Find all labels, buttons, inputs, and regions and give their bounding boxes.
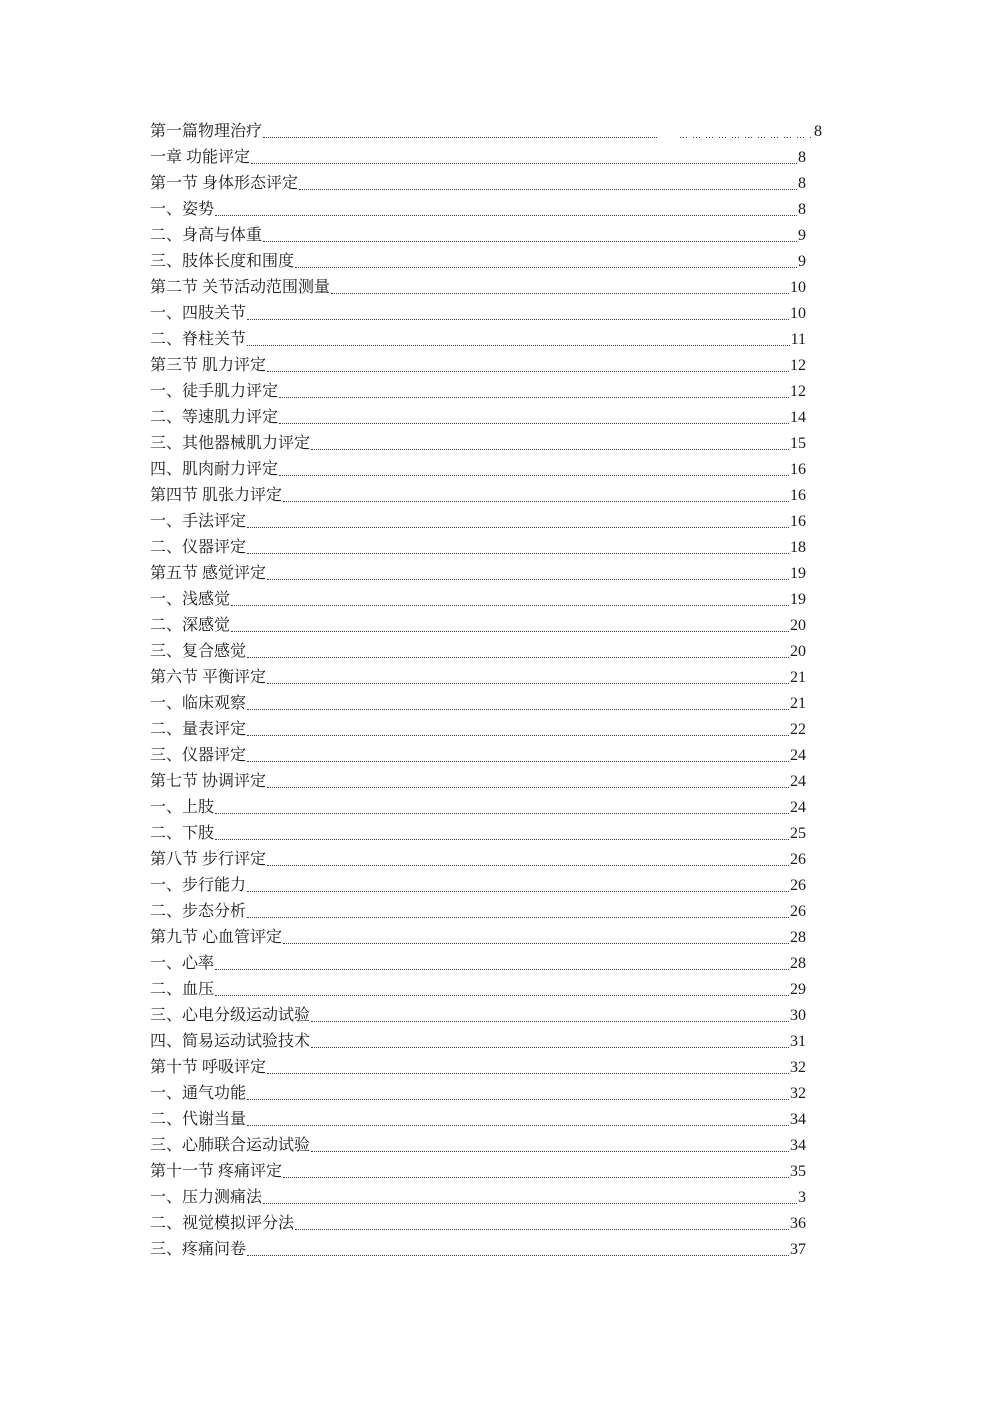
dot-leader <box>311 1047 789 1048</box>
dot-leader <box>295 1229 789 1230</box>
dot-leader <box>215 995 789 996</box>
toc-entry-page: 10 <box>790 279 806 296</box>
dot-leader <box>251 163 797 164</box>
dot-leader <box>247 553 789 554</box>
toc-entry <box>150 1237 806 1263</box>
toc-entry-page: 34 <box>790 1111 806 1128</box>
toc-entry <box>150 301 806 327</box>
dot-leader <box>267 787 789 788</box>
toc-entry-page: 20 <box>790 617 806 634</box>
toc-entry <box>150 483 806 509</box>
toc-entry <box>150 1211 806 1237</box>
toc-entry-title: 一、压力测痛法 <box>150 1189 263 1206</box>
dot-leader <box>311 1021 789 1022</box>
table-of-contents <box>150 119 822 1263</box>
dot-leader <box>279 397 789 398</box>
dot-leader <box>279 423 789 424</box>
toc-entry-title: 三、心电分级运动试验 <box>150 1007 311 1024</box>
toc-entry-page: 20 <box>790 643 806 660</box>
dot-leader <box>263 137 657 138</box>
dot-leader <box>295 267 797 268</box>
dot-leader <box>247 891 789 892</box>
toc-entry-title: 三、疼痛问卷 <box>150 1241 247 1258</box>
toc-entry-title: 第十一节 疼痛评定 <box>150 1163 283 1180</box>
toc-entry-title: 二、脊柱关节 <box>150 331 247 348</box>
toc-entry-page: 16 <box>790 461 806 478</box>
toc-entry <box>150 899 806 925</box>
toc-entry-page: 8 <box>798 175 806 192</box>
toc-entry-title: 三、仪器评定 <box>150 747 247 764</box>
toc-entry-page: 14 <box>790 409 806 426</box>
dot-leader <box>263 1203 797 1204</box>
toc-entry-page: 37 <box>790 1241 806 1258</box>
dot-leader <box>231 605 789 606</box>
toc-entry-title: 一、步行能力 <box>150 877 247 894</box>
toc-entry-title: 一章 功能评定 <box>150 149 251 166</box>
toc-entry-title: 第一篇物理治疗 <box>150 123 263 140</box>
toc-entry <box>150 665 806 691</box>
toc-entry-page: 28 <box>790 955 806 972</box>
toc-entry-page: 32 <box>790 1059 806 1076</box>
toc-entry-title: 三、心肺联合运动试验 <box>150 1137 311 1154</box>
toc-entry-page: 24 <box>790 773 806 790</box>
dot-leader <box>311 1151 789 1152</box>
toc-entry-page: 24 <box>790 747 806 764</box>
toc-entry-title: 第十节 呼吸评定 <box>150 1059 267 1076</box>
toc-entry <box>150 1055 806 1081</box>
toc-entry-page: 26 <box>790 877 806 894</box>
toc-entry <box>150 873 806 899</box>
toc-entry-title: 二、身高与体重 <box>150 227 263 244</box>
toc-entry <box>150 249 806 275</box>
dot-leader <box>311 449 789 450</box>
toc-entry <box>150 509 806 535</box>
toc-entry <box>150 561 806 587</box>
dot-leader <box>247 709 789 710</box>
dot-leader <box>247 657 789 658</box>
toc-entry-page: 32 <box>790 1085 806 1102</box>
dot-leader <box>267 683 789 684</box>
toc-entry-page: 12 <box>790 383 806 400</box>
toc-entry <box>150 1133 806 1159</box>
toc-entry <box>150 587 806 613</box>
toc-entry-title: 第九节 心血管评定 <box>150 929 283 946</box>
toc-entry <box>150 847 806 873</box>
toc-entry <box>150 821 806 847</box>
toc-entry-page: 12 <box>790 357 806 374</box>
toc-entry <box>150 119 822 145</box>
toc-entry-page: 28 <box>790 929 806 946</box>
toc-entry <box>150 535 806 561</box>
toc-entry-page: 19 <box>790 565 806 582</box>
toc-entry <box>150 1185 806 1211</box>
toc-entry <box>150 379 806 405</box>
toc-entry-title: 一、手法评定 <box>150 513 247 530</box>
dot-leader <box>331 293 789 294</box>
toc-entry-page: 19 <box>790 591 806 608</box>
toc-entry-title: 二、下肢 <box>150 825 215 842</box>
toc-entry <box>150 353 806 379</box>
toc-entry <box>150 769 806 795</box>
toc-entry-title: 第二节 关节活动范围测量 <box>150 279 331 296</box>
toc-entry-title: 二、视觉模拟评分法 <box>150 1215 295 1232</box>
toc-entry-page: 22 <box>790 721 806 738</box>
toc-entry-page: 9 <box>798 253 806 270</box>
toc-entry-title: 三、复合感觉 <box>150 643 247 660</box>
toc-entry-page: 36 <box>790 1215 806 1232</box>
toc-entry-title: 三、肢体长度和围度 <box>150 253 295 270</box>
toc-entry-page: 31 <box>790 1033 806 1050</box>
toc-entry <box>150 1081 806 1107</box>
toc-entry-title: 一、临床观察 <box>150 695 247 712</box>
dot-leader <box>247 1125 789 1126</box>
toc-entry-page: 3 <box>798 1189 806 1206</box>
dot-leader <box>247 761 789 762</box>
toc-entry-title: 一、通气功能 <box>150 1085 247 1102</box>
dot-leader <box>247 1099 789 1100</box>
dot-leader <box>247 527 789 528</box>
toc-entry-title: 二、等速肌力评定 <box>150 409 279 426</box>
dot-leader <box>247 345 790 346</box>
toc-entry-title: 三、其他器械肌力评定 <box>150 435 311 452</box>
dot-leader <box>215 969 789 970</box>
toc-entry <box>150 795 806 821</box>
toc-entry-page: 15 <box>790 435 806 452</box>
toc-entry-page: 18 <box>790 539 806 556</box>
dot-leader <box>247 1255 789 1256</box>
toc-entry <box>150 1107 806 1133</box>
toc-entry-title: 一、浅感觉 <box>150 591 231 608</box>
dot-leader <box>279 475 789 476</box>
dot-leader <box>247 735 789 736</box>
toc-entry-title: 二、步态分析 <box>150 903 247 920</box>
toc-entry-page: 21 <box>790 669 806 686</box>
dot-leader <box>267 579 789 580</box>
toc-entry-page: 16 <box>790 487 806 504</box>
toc-entry-title: 一、徒手肌力评定 <box>150 383 279 400</box>
dot-leader <box>215 813 789 814</box>
toc-entry-title: 第五节 感觉评定 <box>150 565 267 582</box>
toc-entry-title: 二、量表评定 <box>150 721 247 738</box>
dot-leader <box>215 215 797 216</box>
toc-entry <box>150 639 806 665</box>
toc-entry-page: 8 <box>798 149 806 166</box>
toc-entry-title: 第六节 平衡评定 <box>150 669 267 686</box>
toc-entry-page: 9 <box>798 227 806 244</box>
toc-entry-title: 一、姿势 <box>150 201 215 218</box>
toc-entry <box>150 223 806 249</box>
dot-leader <box>299 189 797 190</box>
toc-entry <box>150 145 806 171</box>
toc-entry-page: 26 <box>790 903 806 920</box>
toc-entry <box>150 327 806 353</box>
dot-leader <box>680 137 813 138</box>
toc-entry-page: 10 <box>790 305 806 322</box>
dot-leader <box>283 501 789 502</box>
toc-entry <box>150 925 806 951</box>
toc-entry <box>150 613 806 639</box>
toc-entry-page: 8 <box>814 123 822 140</box>
toc-entry-title: 四、简易运动试验技术 <box>150 1033 311 1050</box>
dot-leader <box>247 917 789 918</box>
toc-entry-title: 第一节 身体形态评定 <box>150 175 299 192</box>
toc-entry <box>150 431 806 457</box>
dot-leader <box>215 839 789 840</box>
toc-entry <box>150 1003 806 1029</box>
toc-entry <box>150 951 806 977</box>
toc-entry-page: 34 <box>790 1137 806 1154</box>
toc-entry-page: 26 <box>790 851 806 868</box>
toc-entry-title: 第四节 肌张力评定 <box>150 487 283 504</box>
toc-entry <box>150 691 806 717</box>
toc-entry <box>150 1159 806 1185</box>
toc-entry-page: 25 <box>790 825 806 842</box>
toc-entry <box>150 743 806 769</box>
toc-entry-title: 二、代谢当量 <box>150 1111 247 1128</box>
toc-entry-page: 11 <box>790 331 806 348</box>
toc-entry-page: 16 <box>790 513 806 530</box>
toc-entry <box>150 405 806 431</box>
dot-leader <box>283 943 789 944</box>
dot-leader <box>247 319 789 320</box>
toc-entry-title: 二、深感觉 <box>150 617 231 634</box>
toc-entry-page: 21 <box>790 695 806 712</box>
toc-entry <box>150 717 806 743</box>
toc-entry-page: 24 <box>790 799 806 816</box>
toc-entry-title: 第三节 肌力评定 <box>150 357 267 374</box>
toc-entry-title: 四、肌肉耐力评定 <box>150 461 279 478</box>
toc-entry <box>150 171 806 197</box>
toc-entry-title: 二、血压 <box>150 981 215 998</box>
toc-entry-title: 第八节 步行评定 <box>150 851 267 868</box>
dot-leader <box>231 631 789 632</box>
toc-entry-page: 30 <box>790 1007 806 1024</box>
dot-leader <box>267 865 789 866</box>
dot-leader <box>267 371 789 372</box>
toc-entry <box>150 457 806 483</box>
toc-entry-page: 8 <box>798 201 806 218</box>
toc-entry-title: 一、四肢关节 <box>150 305 247 322</box>
toc-entry <box>150 977 806 1003</box>
toc-entry-title: 一、上肢 <box>150 799 215 816</box>
toc-entry-title: 第七节 协调评定 <box>150 773 267 790</box>
toc-entry-title: 二、仪器评定 <box>150 539 247 556</box>
dot-leader <box>267 1073 789 1074</box>
toc-entry <box>150 1029 806 1055</box>
toc-entry-title: 一、心率 <box>150 955 215 972</box>
toc-entry-page: 29 <box>790 981 806 998</box>
toc-entry <box>150 275 806 301</box>
toc-entry <box>150 197 806 223</box>
dot-leader <box>283 1177 789 1178</box>
dot-leader <box>263 241 797 242</box>
toc-entry-page: 35 <box>790 1163 806 1180</box>
